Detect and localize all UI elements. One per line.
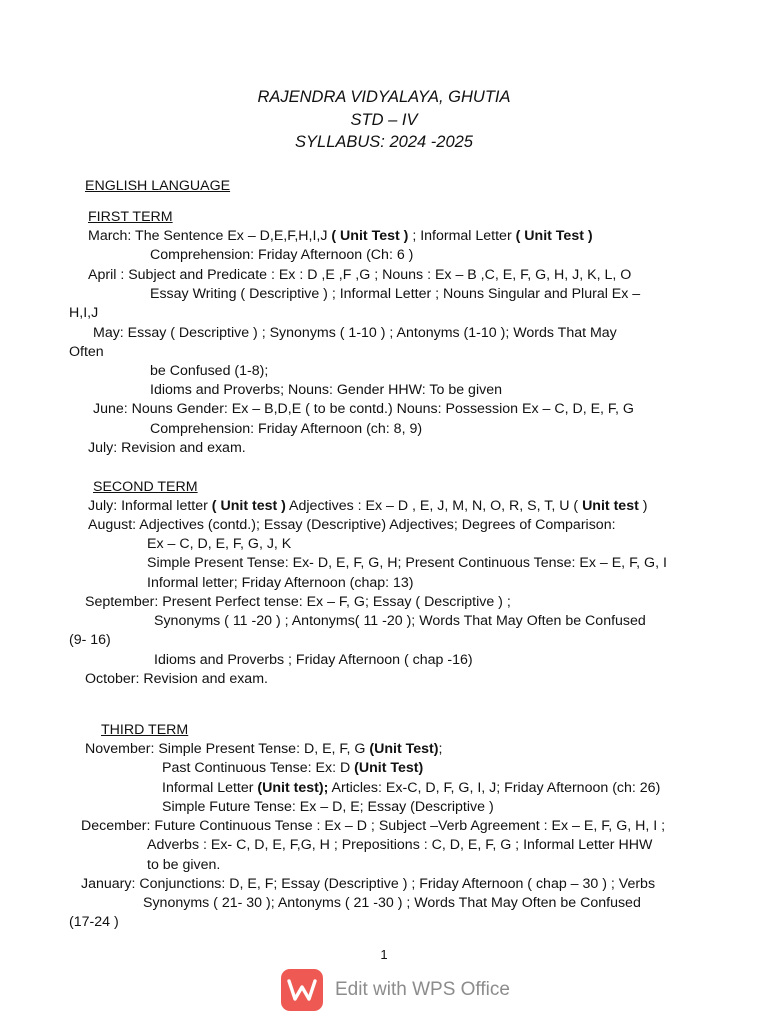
syllabus-line: Idioms and Proverbs ; Friday Afternoon ( chap -16) [154,652,473,668]
first-term-heading: FIRST TERM [88,209,173,225]
syllabus-line: Comprehension: Friday Afternoon (ch: 8, 9) [150,421,423,437]
syllabus-line: December: Future Continuous Tense : Ex – D ; Subject –Verb Agreement : Ex – E, F, G, H, I ; [81,818,666,834]
syllabus-line: Simple Present Tense: Ex- D, E, F, G, H; Present Continuous Tense: Ex – E, F, G, I [147,555,667,571]
syllabus-line: Ex – C, D, E, F, G, J, K [147,536,292,552]
wps-logo-icon [281,969,323,1011]
syllabus-line: May: Essay ( Descriptive ) ; Synonyms ( 1-10 ) ; Antonyms (1-10 ); Words That May [93,325,617,341]
syllabus-line: July: Informal letter ( Unit test ) Adjectives : Ex – D , E, J, M, N, O, R, S, T, U ( Unit test ) [88,498,648,514]
syllabus-line: October: Revision and exam. [85,671,268,687]
syllabus-line: March: The Sentence Ex – D,E,F,H,I,J ( Unit Test ) ; Informal Letter ( Unit Test ) [88,228,593,244]
syllabus-line: Synonyms ( 11 -20 ) ; Antonyms( 11 -20 ); Words That May Often be Confused [154,613,646,629]
syllabus-line: Simple Future Tense: Ex – D, E; Essay (Descriptive ) [162,799,494,815]
syllabus-line: November: Simple Present Tense: D, E, F, G (Unit Test); [85,741,443,757]
syllabus-line: Past Continuous Tense: Ex: D (Unit Test) [162,760,424,776]
syllabus-line: Essay Writing ( Descriptive ) ; Informal Letter ; Nouns Singular and Plural Ex – [150,286,641,302]
syllabus-line: Informal letter; Friday Afternoon (chap: 13) [147,575,414,591]
standard-title: STD – IV [350,111,418,129]
syllabus-line: July: Revision and exam. [88,440,246,456]
syllabus-line: Informal Letter (Unit test); Articles: Ex-C, D, F, G, I, J; Friday Afternoon (ch: 26) [162,780,661,796]
syllabus-line: Often [69,344,104,360]
syllabus-line: June: Nouns Gender: Ex – B,D,E ( to be contd.) Nouns: Possession Ex – C, D, E, F, G [93,401,634,417]
syllabus-line: August: Adjectives (contd.); Essay (Descriptive) Adjectives; Degrees of Comparison: [88,517,616,533]
syllabus-line: Adverbs : Ex- C, D, E, F,G, H ; Prepositions : C, D, E, F, G ; Informal Letter HHW [147,837,653,853]
syllabus-line: H,I,J [69,305,99,321]
syllabus-line: Comprehension: Friday Afternoon (Ch: 6 ) [150,247,414,263]
wps-edit-label[interactable]: Edit with WPS Office [335,979,510,1000]
syllabus-line: September: Present Perfect tense: Ex – F, G; Essay ( Descriptive ) ; [85,594,511,610]
school-name: RAJENDRA VIDYALAYA, GHUTIA [257,88,511,106]
second-term-heading: SECOND TERM [93,479,198,495]
third-term-heading: THIRD TERM [101,722,189,738]
syllabus-line: January: Conjunctions: D, E, F; Essay (Descriptive ) ; Friday Afternoon ( chap – 30 ) ; Verbs [81,876,656,892]
syllabus-line: (9- 16) [69,632,111,648]
syllabus-line: be Confused (1-8); [150,363,269,379]
syllabus-line: April : Subject and Predicate : Ex : D ,E ,F ,G ; Nouns : Ex – B ,C, E, F, G, H, J, K, L, O [88,267,632,283]
subject-heading: ENGLISH LANGUAGE [85,178,231,194]
syllabus-title: SYLLABUS: 2024 -2025 [295,133,473,151]
syllabus-line: Synonyms ( 21- 30 ); Antonyms ( 21 -30 ) ; Words That May Often be Confused [143,895,641,911]
wps-edit-banner[interactable] [281,968,510,1012]
syllabus-line: (17-24 ) [69,914,119,930]
syllabus-line: to be given. [147,857,221,873]
syllabus-line: Idioms and Proverbs; Nouns: Gender HHW: To be given [150,382,502,398]
page-number: 1 [380,947,388,962]
